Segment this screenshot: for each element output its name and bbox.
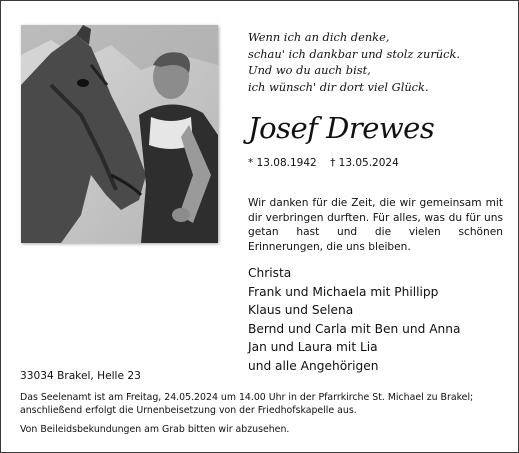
- death-date: † 13.05.2024: [330, 157, 399, 169]
- birth-date: * 13.08.1942: [248, 157, 317, 169]
- poem-line: ich wünsch' dir dort viel Glück.: [248, 79, 429, 94]
- photo-man-with-horse-icon: [21, 25, 218, 243]
- portrait-photo: [21, 25, 218, 243]
- address: 33034 Brakel, Helle 23: [20, 370, 141, 382]
- poem-line: Und wo du auch bist,: [248, 63, 371, 77]
- family-member: Bernd und Carla mit Ben und Anna: [248, 321, 461, 336]
- life-dates: [248, 156, 409, 170]
- poem-line: schau' ich dankbar und stolz zurück.: [248, 46, 461, 61]
- poem: [248, 29, 460, 95]
- deceased-name: Josef Drewes: [248, 111, 435, 145]
- condolence-note: Von Beileidsbekundungen am Grab bitten wir abzusehen.: [20, 424, 290, 435]
- family-member: Frank und Michaela mit Phillipp: [248, 284, 439, 299]
- poem-line: Wenn ich an dich denke,: [248, 30, 390, 44]
- family-member: Klaus und Selena: [248, 303, 354, 318]
- family-member: Christa: [248, 266, 292, 280]
- family-member: und alle Angehörigen: [248, 358, 379, 373]
- family-list: [248, 264, 460, 376]
- family-member: Jan und Laura mit Lia: [248, 340, 378, 355]
- service-info: Das Seelenamt ist am Freitag, 24.05.2024 um 14.00 Uhr in der Pfarrkirche St. Michael zu Brakel; anschließend erfolgt die Urnenbeisetzung von der Friedhofskapelle aus.: [20, 392, 474, 416]
- thanks-text: Wir danken für die Zeit, die wir gemeinsam mit dir verbringen durften. Für alles, was du für uns getan hast und die vielen schönen Erinnerungen, die uns bleiben.: [248, 197, 503, 253]
